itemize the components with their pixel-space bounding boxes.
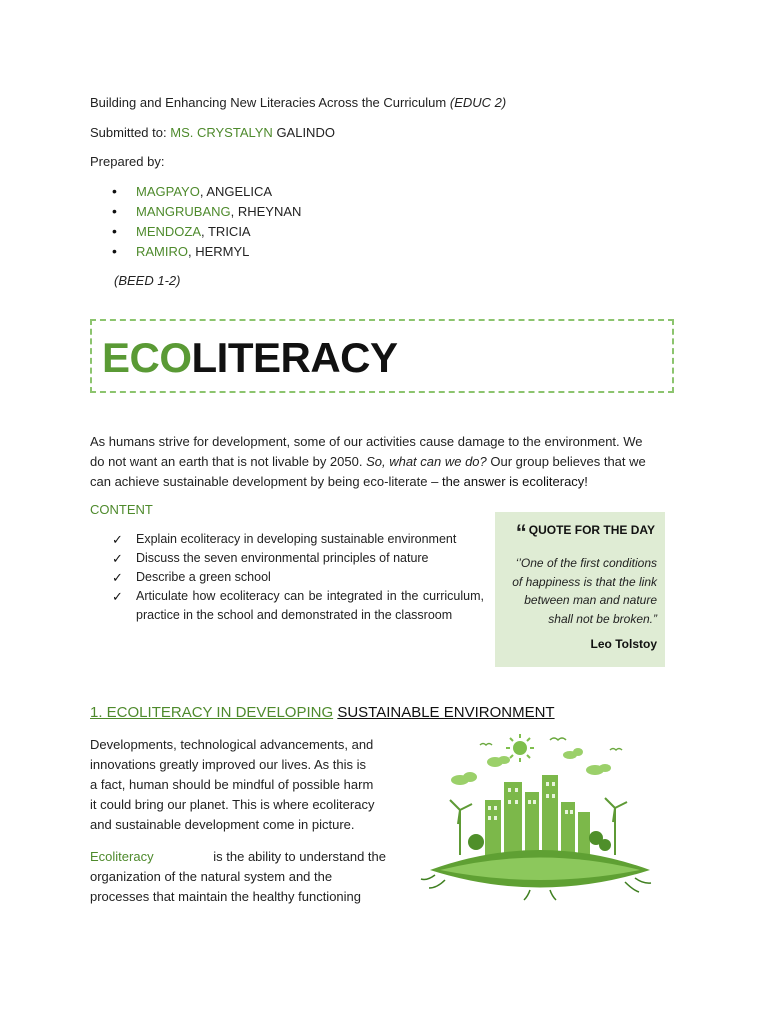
page-title [102, 333, 398, 383]
list-item [112, 568, 484, 587]
member-last-name: MENDOZA [136, 224, 201, 239]
intro-line: As humans strive for development, some of our activities cause damage to the environment. We [90, 434, 643, 449]
objectives-list [112, 530, 484, 625]
title-rest: LITERACY [191, 334, 398, 381]
sun-icon [506, 734, 534, 762]
quote-box [495, 512, 665, 667]
section-heading-part: SUSTAINABLE ENVIRONMENT [337, 704, 555, 721]
member-first-name: , RHEYNAN [230, 204, 302, 219]
bullet-icon: • [112, 183, 117, 199]
member-last-name: MAGPAYO [136, 184, 200, 199]
paragraph-line: Developments, technological advancements, and [90, 737, 374, 752]
intro-text: do not want an earth that is not livable by 2050. [90, 454, 367, 469]
list-item [112, 221, 301, 241]
bullet-icon: • [112, 243, 117, 259]
paragraph-line: it could bring our planet. This is where ecoliteracy [90, 797, 375, 812]
bullet-icon: • [112, 223, 117, 239]
section-heading-part: 1. ECOLITERACY IN DEVELOPING [90, 704, 334, 721]
objective-text: Describe a green school [136, 570, 271, 584]
submitted-label: Submitted to: [90, 125, 167, 140]
list-item [112, 241, 301, 261]
intro-paragraph [90, 432, 646, 492]
member-last-name: MANGRUBANG [136, 204, 231, 219]
prepared-label: Prepared by: [90, 154, 165, 169]
paragraph-line: organization of the natural system and the [90, 869, 333, 884]
checkmark-icon: ✓ [112, 589, 123, 604]
course-title: Building and Enhancing New Literacies Across the Curriculum [90, 95, 447, 110]
section-code: (BEED 1-2) [114, 273, 181, 288]
member-last-name: RAMIRO [136, 244, 188, 259]
intro-answer: the answer is ecoliteracy! [441, 474, 588, 489]
checkmark-icon: ✓ [112, 570, 123, 585]
quote-text [503, 554, 657, 628]
course-line [90, 94, 506, 111]
content-heading: CONTENT [90, 502, 153, 517]
intro-line [90, 472, 646, 492]
building-icon [485, 775, 590, 855]
member-list [112, 181, 301, 261]
quote-mark-icon: “ [515, 520, 527, 545]
intro-line [90, 452, 646, 472]
quote-heading [503, 520, 657, 546]
paragraph-line: processes that maintain the healthy functioning [90, 889, 362, 904]
member-first-name: , ANGELICA [199, 184, 273, 199]
title-box [90, 319, 674, 393]
definition-paragraph [90, 847, 386, 907]
checkmark-icon: ✓ [112, 532, 123, 547]
list-item [112, 549, 484, 568]
member-first-name: , HERMYL [188, 244, 250, 259]
intro-text: can achieve sustainable development by being eco-literate – [90, 474, 442, 489]
instructor-last-name: GALINDO [276, 125, 335, 140]
instructor-first-name: MS. CRYSTALYN [170, 125, 273, 140]
title-eco: ECO [102, 334, 192, 381]
bird-icon [480, 738, 622, 750]
course-code: (EDUC 2) [449, 95, 507, 110]
section-heading [90, 703, 555, 723]
list-item [112, 201, 301, 221]
quote-heading-text: QUOTE FOR THE DAY [528, 523, 655, 537]
list-item [112, 587, 484, 625]
quote-author: Leo Tolstoy [590, 637, 657, 651]
paragraph-line: a fact, human should be mindful of possible harm [90, 777, 374, 792]
quote-line: ‘’One of the first conditions [515, 556, 657, 570]
definition-term: Ecoliteracy [90, 849, 154, 864]
submitted-line [90, 124, 335, 141]
cloud-icon [451, 748, 611, 785]
list-item [112, 181, 301, 201]
checkmark-icon: ✓ [112, 551, 123, 566]
green-eco-city-illustration [420, 730, 660, 905]
paragraph-line [90, 847, 386, 867]
quote-line: between man and nature [524, 593, 657, 607]
section-paragraph [90, 735, 386, 835]
definition-text: is the ability to understand the [213, 849, 386, 864]
list-item [112, 530, 484, 549]
quote-line: of happiness is that the link [512, 574, 657, 589]
paragraph-line: and sustainable development come in picture. [90, 817, 355, 832]
objective-text: Explain ecoliteracy in developing sustainable environment [136, 532, 457, 546]
intro-text: Our group believes that we [486, 454, 646, 469]
bullet-icon: • [112, 203, 117, 219]
intro-question: So, what can we do? [366, 454, 487, 469]
objective-text: Discuss the seven environmental principles of nature [136, 551, 429, 565]
paragraph-line: innovations greatly improved our lives. As this is [90, 757, 367, 772]
quote-line: shall not be broken.” [548, 611, 657, 626]
member-first-name: , TRICIA [201, 224, 251, 239]
objective-text: Articulate how ecoliteracy can be integrated in the curriculum, practice in the school and demonstrated in the classroom [136, 589, 484, 622]
